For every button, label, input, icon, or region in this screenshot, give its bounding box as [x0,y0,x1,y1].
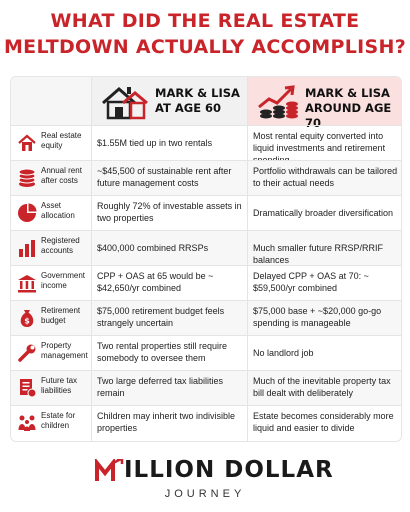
age-60-value: CPP + OAS at 65 would be ~ $42,650/yr combined [97,271,214,293]
age-70-value: Dramatically broader diversification [253,208,394,218]
age-60-value: Roughly 72% of investable assets in two properties [97,201,242,223]
age-60-value: Children may inherit two indivisible properties [97,411,236,433]
logo-main-text: ILLION DOLLAR [124,457,334,483]
age-70-value: $75,000 base + ~$20,000 go-go spending is manageable [253,306,382,328]
age-70-value: No landlord job [253,348,314,358]
svg-text:$: $ [24,316,30,326]
table-header [11,77,402,130]
table-row [11,300,402,335]
page-title [0,8,410,60]
age-60-value: ~$45,500 of sustainable rent after future management costs [97,166,232,188]
header-age-60 [91,77,247,125]
age-60-value: $75,000 retirement budget feels strangely uncertain [97,306,225,328]
row-label: Government income [41,271,86,290]
age-60-value: $400,000 combined RRSPs [97,243,209,253]
family-icon [17,413,37,433]
age-60-value: Two rental properties still require somebody to oversee them [97,341,228,363]
table-body [11,125,402,440]
tax-document-icon [17,378,37,398]
table-row [11,265,402,300]
bar-chart-icon [17,238,37,258]
age-70-value: Most rental equity converted into liquid investments and retirement [253,131,386,153]
house-icon [99,83,149,121]
row-label: Retirement budget [41,306,81,325]
comparison-table [10,76,402,442]
row-label: Estate for children [41,411,76,430]
row-label: Future tax liabilities [41,376,78,395]
header-age-60-label: MARK & LISA AT AGE 60 [155,86,240,115]
row-label: Asset allocation [41,201,75,220]
column-divider [247,77,248,442]
government-icon [17,273,37,293]
header-blank-cell [11,77,91,125]
table-row [11,405,402,440]
age-70-value: Much smaller future RRSP/RRIF balances [253,243,384,265]
table-row [11,335,402,370]
age-70-value: Portfolio withdrawals can be tailored to their actual needs [253,166,398,188]
table-row [11,370,402,405]
title-line-2: MELTDOWN ACTUALLY ACCOMPLISH? [3,36,407,58]
table-row [11,160,402,195]
age-60-value: Two large deferred tax liabilities remain [97,376,224,398]
age-70-value: Estate becomes considerably more liquid and easier to divide [253,411,394,433]
age-70-value: Delayed CPP + OAS at 70: ~ $59,500/yr combined [253,271,369,293]
pie-chart-icon [17,203,37,223]
money-bag-icon [17,308,37,328]
row-label: Registered accounts [41,236,80,255]
header-age-70 [247,77,402,130]
header-age-70-label: MARK & LISA AROUND AGE 70 [305,86,392,130]
coin-stack-icon [17,168,37,188]
row-label: Real estate equity [41,131,82,150]
brand-logo [0,452,410,512]
logo-sub-text: JOURNEY [164,488,246,500]
column-divider [91,77,92,442]
row-label: Annual rent after costs [41,166,82,185]
wrench-icon [17,343,37,363]
house-icon [17,133,37,153]
growth-coins-icon [257,83,301,121]
logo-m-icon [95,459,125,483]
table-row [11,125,402,160]
row-label: Property management [41,341,88,360]
title-line-1: WHAT DID THE REAL ESTATE [50,10,360,32]
age-70-value: Much of the inevitable property tax bill dealt with deliberately [253,376,391,398]
age-60-value: $1.55M tied up in two rentals [97,138,213,148]
table-row [11,230,402,265]
table-row [11,195,402,230]
